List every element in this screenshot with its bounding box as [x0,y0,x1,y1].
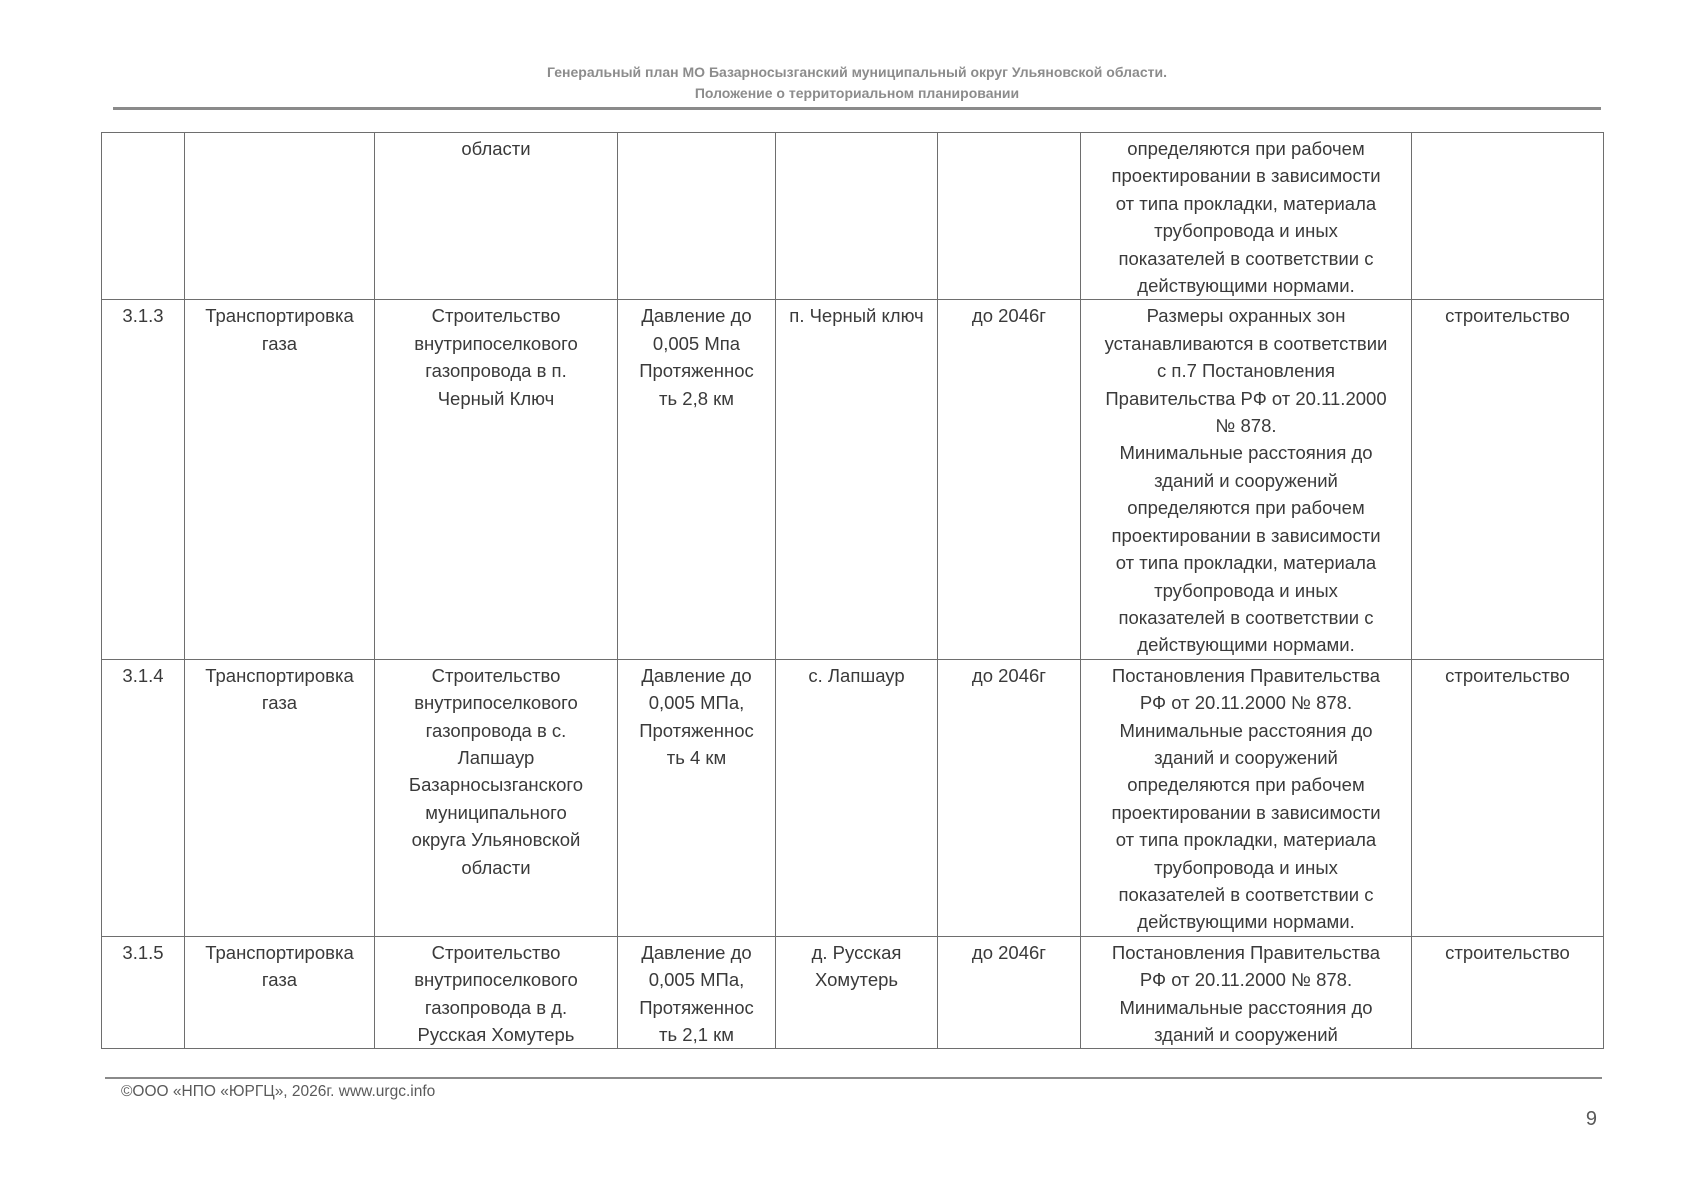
cell-zones: Постановления Правительства РФ от 20.11.2000 № 878. Минимальные расстояния до зданий и сооружений определяются при рабочем проектировании в зависимости от типа прокладки, материала трубопровода и иных показателей в соответствии с действующими нормами. [1081,659,1412,936]
cell-number: 3.1.3 [102,300,185,659]
cell-status: строительство [1412,300,1604,659]
cell-location: д. Русская Хомутерь [776,936,938,1049]
header-title: Генеральный план МО Базарносызганский муниципальный округ Ульяновской области. [547,64,1167,80]
cell-characteristics: Давление до 0,005 Мпа Протяженнос ть 2,8 км [618,300,776,659]
cell-status [1412,133,1604,300]
cell-term: до 2046г [938,300,1081,659]
cell-characteristics [618,133,776,300]
table-row [102,133,1604,300]
table-row [102,300,1604,659]
cell-purpose: Транспортировка газа [185,659,375,936]
cell-zones: Постановления Правительства РФ от 20.11.2000 № 878. Минимальные расстояния до зданий и сооружений [1081,936,1412,1049]
cell-characteristics: Давление до 0,005 МПа, Протяженнос ть 4 км [618,659,776,936]
footer-divider [105,1077,1602,1079]
page-number: 9 [1585,1108,1597,1130]
cell-term [938,133,1081,300]
table-row [102,936,1604,1049]
cell-name: Строительство внутрипоселкового газопровода в п. Черный Ключ [375,300,618,659]
planning-table [101,132,1604,1049]
table-row [102,659,1604,936]
header-divider [113,107,1601,110]
cell-purpose [185,133,375,300]
cell-term: до 2046г [938,936,1081,1049]
page-header [112,62,1602,104]
cell-name: области [375,133,618,300]
cell-zones: Размеры охранных зон устанавливаются в соответствии с п.7 Постановления Правительства РФ от 20.11.2000 № 878. Минимальные расстояния до зданий и сооружений определяются при рабочем проектировании в зависимости от типа прокладки, материала трубопровода и иных показателей в соответствии с действующими нормами. [1081,300,1412,659]
footer-copyright: ©ООО «НПО «ЮРГЦ», 2026г. www.urgc.info [121,1083,436,1100]
cell-name: Строительство внутрипоселкового газопровода в д. Русская Хомутерь [375,936,618,1049]
cell-zones: определяются при рабочем проектировании в зависимости от типа прокладки, материала трубопровода и иных показателей в соответствии с действующими нормами. [1081,133,1412,300]
cell-purpose: Транспортировка газа [185,936,375,1049]
cell-number: 3.1.4 [102,659,185,936]
cell-location: с. Лапшаур [776,659,938,936]
header-subtitle: Положение о территориальном планировании [694,85,1020,101]
cell-location: п. Черный ключ [776,300,938,659]
cell-purpose: Транспортировка газа [185,300,375,659]
cell-location [776,133,938,300]
cell-number: 3.1.5 [102,936,185,1049]
cell-characteristics: Давление до 0,005 МПа, Протяженнос ть 2,1 км [618,936,776,1049]
cell-name: Строительство внутрипоселкового газопровода в с. Лапшаур Базарносызганского муниципального округа Ульяновской области [375,659,618,936]
cell-number [102,133,185,300]
cell-status: строительство [1412,659,1604,936]
cell-status: строительство [1412,936,1604,1049]
cell-term: до 2046г [938,659,1081,936]
